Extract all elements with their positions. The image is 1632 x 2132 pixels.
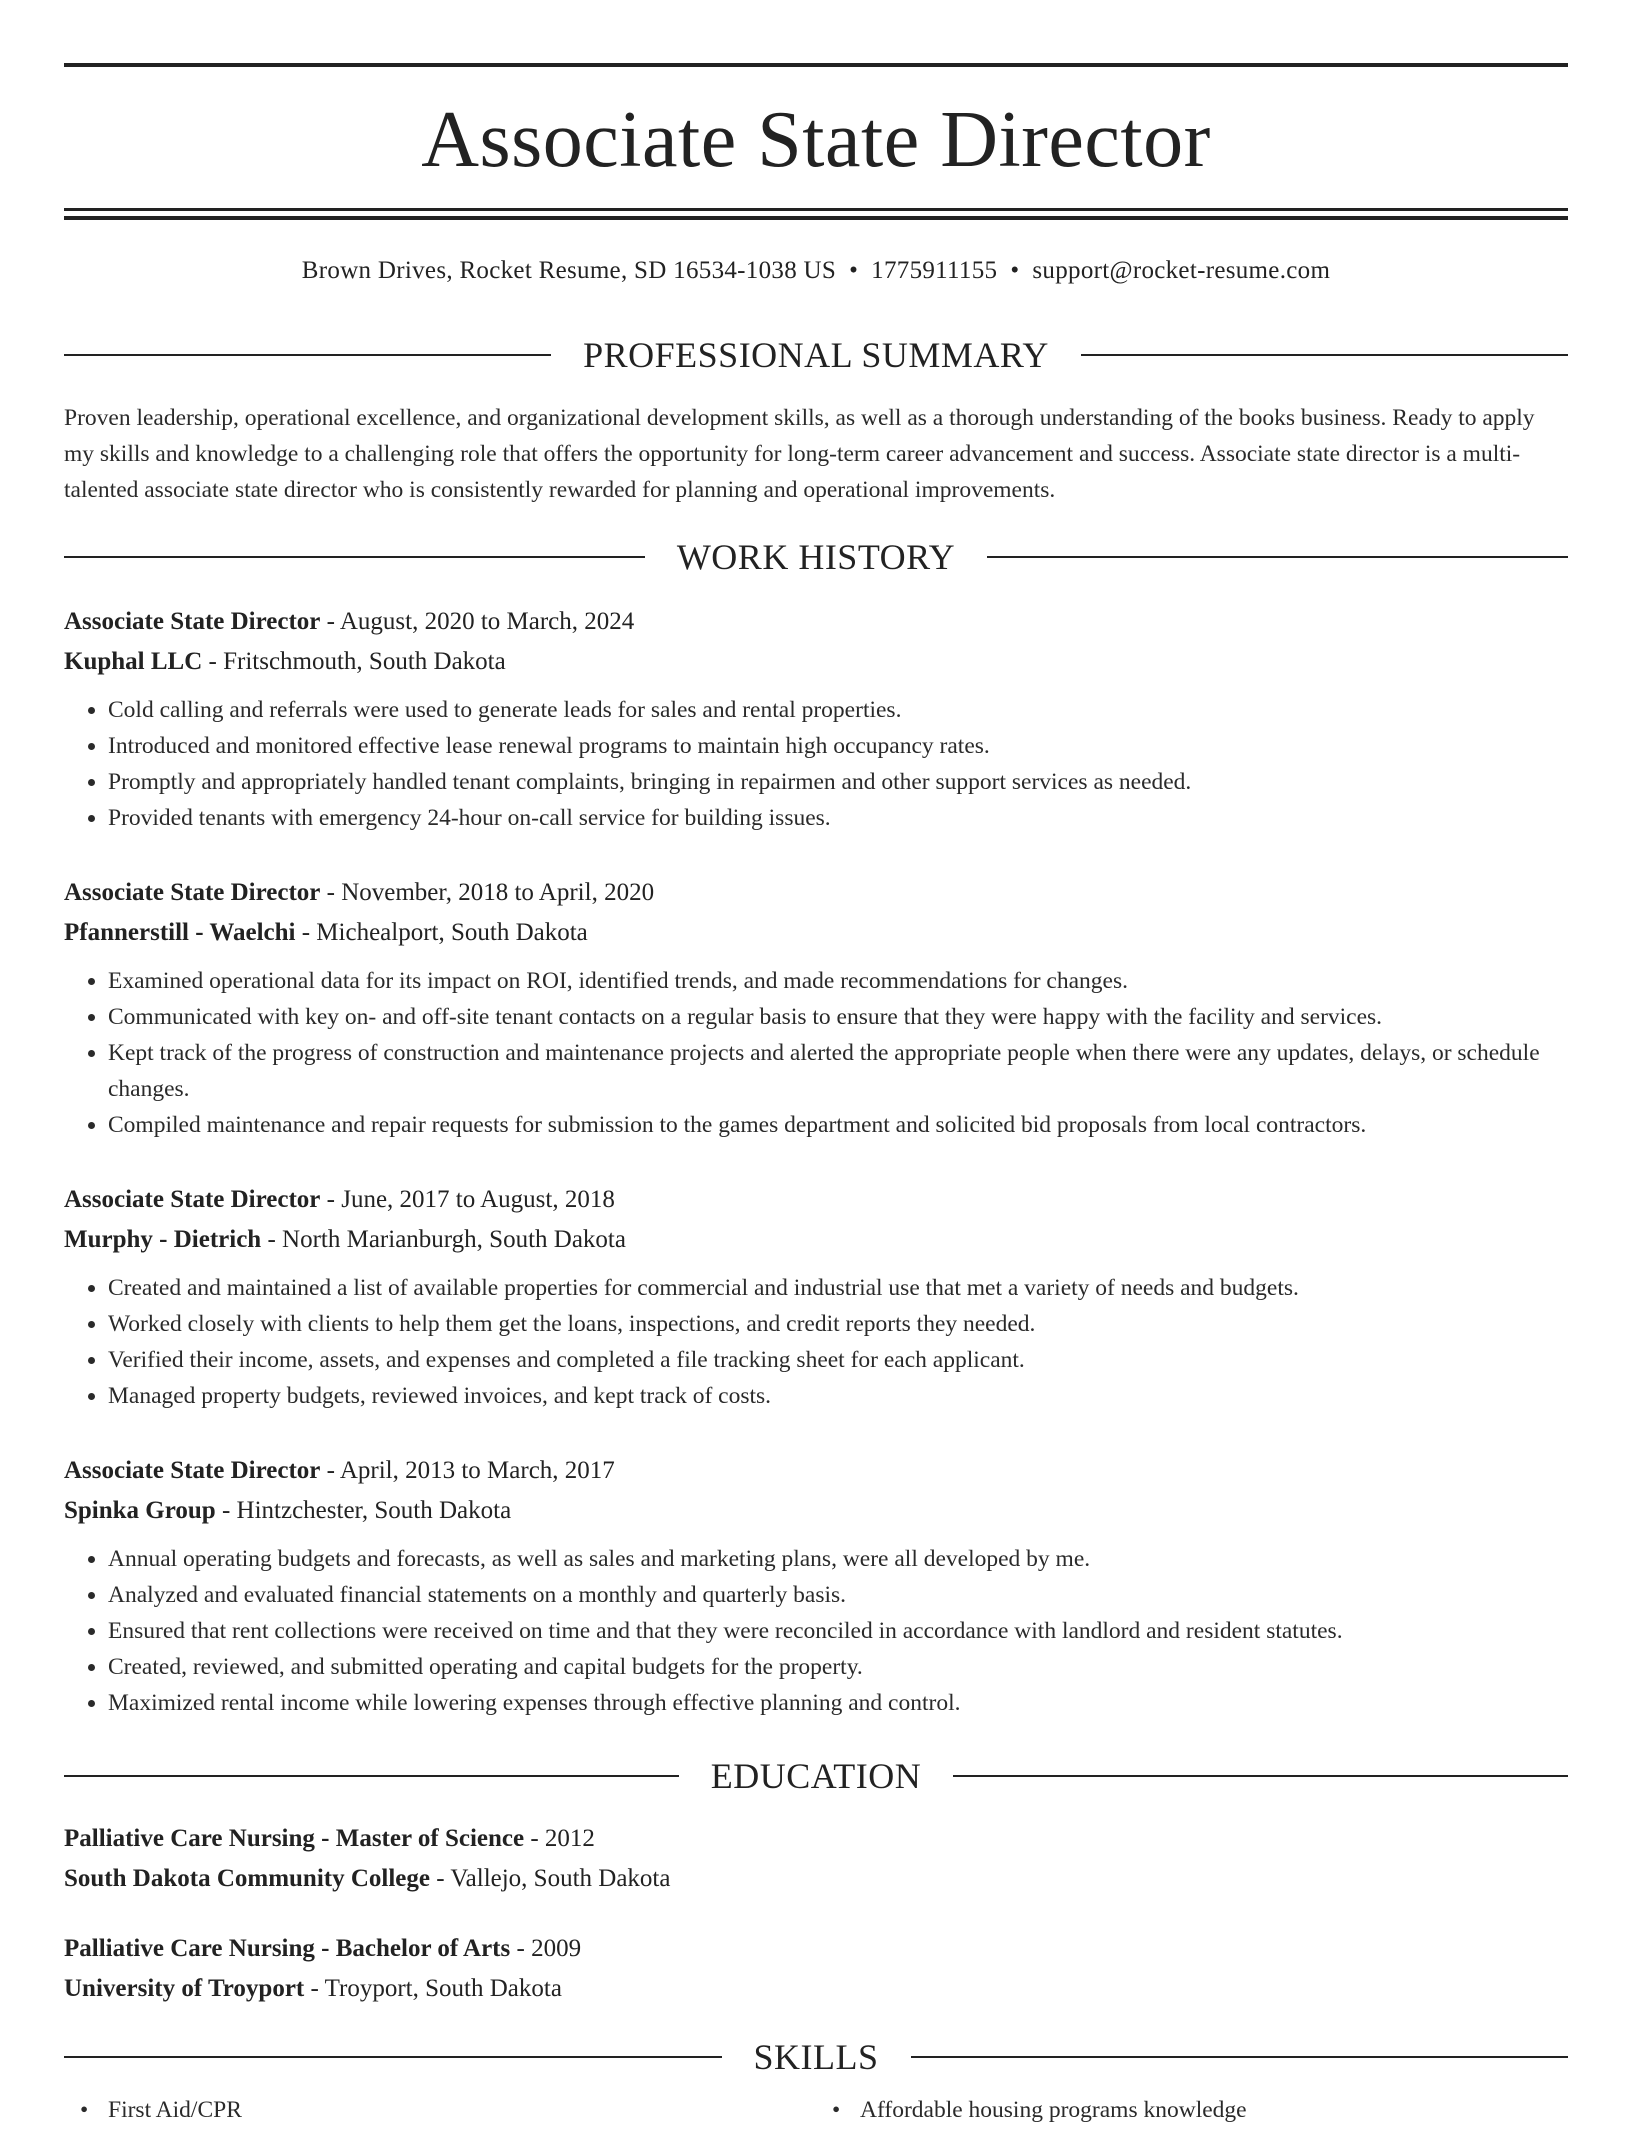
education-school-line xyxy=(64,1969,1568,2009)
section-heading-skills xyxy=(64,2035,1568,2079)
section-heading-label: PROFESSIONAL SUMMARY xyxy=(583,335,1049,375)
list-item: • Examined operational data for its impact on ROI, identified trends, and made recommendations for changes. xyxy=(108,963,1568,999)
job-company: Kuphal LLC xyxy=(64,648,203,675)
list-item: • Worked closely with clients to help them get the loans, inspections, and credit reports they needed. xyxy=(108,1306,1568,1342)
section-heading-summary xyxy=(64,333,1568,377)
contact-separator: • xyxy=(849,257,859,284)
job-company: Spinka Group xyxy=(64,1497,216,1524)
job-company-line xyxy=(64,913,1568,953)
job-dates: - November, 2018 to April, 2020 xyxy=(320,879,655,906)
header-bottom-rule-thick xyxy=(64,216,1568,220)
heading-rule-right xyxy=(953,1775,1568,1777)
job-company-line xyxy=(64,642,1568,682)
job-dates: - June, 2017 to August, 2018 xyxy=(320,1186,615,1213)
list-item: • Introduced and monitored effective lease renewal programs to maintain high occupancy rates. xyxy=(108,728,1568,764)
heading-rule-left xyxy=(64,2056,722,2058)
list-item: • Promptly and appropriately handled tenant complaints, bringing in repairmen and other support services as needed. xyxy=(108,764,1568,800)
list-item: • Created, reviewed, and submitted operating and capital budgets for the property. xyxy=(108,1649,1568,1685)
heading-rule-right xyxy=(1081,354,1568,356)
education-entry xyxy=(64,1929,1568,2009)
job-title-line xyxy=(64,602,1568,642)
job-title-line xyxy=(64,873,1568,913)
job-company: Murphy - Dietrich xyxy=(64,1226,262,1253)
education-degree: Palliative Care Nursing - Master of Science xyxy=(64,1825,525,1852)
section-heading-label: WORK HISTORY xyxy=(676,537,956,577)
education-location: - Vallejo, South Dakota xyxy=(430,1865,671,1892)
page-title: Associate State Director xyxy=(421,96,1211,184)
job-entry xyxy=(64,1451,1568,1721)
heading-rule-right xyxy=(987,556,1568,558)
list-item: • Verified their income, assets, and expenses and completed a file tracking sheet for each applicant. xyxy=(108,1342,1568,1378)
job-company-line xyxy=(64,1491,1568,1531)
education-school: South Dakota Community College xyxy=(64,1865,430,1892)
job-bullets xyxy=(64,1541,1568,1721)
section-heading-education xyxy=(64,1754,1568,1798)
list-item: • Maximized rental income while lowering expenses through effective planning and control. xyxy=(108,1685,1568,1721)
job-dates: - August, 2020 to March, 2024 xyxy=(320,608,635,635)
heading-rule-right xyxy=(911,2056,1569,2058)
education-year: - 2012 xyxy=(524,1825,595,1852)
skills-list xyxy=(64,2092,1568,2132)
job-location: - Hintzchester, South Dakota xyxy=(215,1497,512,1524)
job-title: Associate State Director xyxy=(64,608,321,635)
contact-phone: 1775911155 xyxy=(871,257,998,284)
education-degree: Palliative Care Nursing - Bachelor of Arts xyxy=(64,1935,511,1962)
job-title-line xyxy=(64,1451,1568,1491)
job-bullets xyxy=(64,692,1568,836)
education-year: - 2009 xyxy=(510,1935,582,1962)
section-heading-label: EDUCATION xyxy=(710,1756,922,1796)
job-bullets xyxy=(64,963,1568,1143)
job-dates: - April, 2013 to March, 2017 xyxy=(320,1457,615,1484)
header-bottom-rule xyxy=(64,208,1568,211)
contact-line xyxy=(64,255,1568,287)
skill-item: • Affordable housing programs knowledge xyxy=(816,2092,1568,2132)
job-company-line xyxy=(64,1220,1568,1260)
job-location: - North Marianburgh, South Dakota xyxy=(261,1226,626,1253)
job-location: - Michealport, South Dakota xyxy=(295,919,588,946)
job-location: - Fritschmouth, South Dakota xyxy=(202,648,506,675)
contact-address: Brown Drives, Rocket Resume, SD 16534-1038 US xyxy=(301,257,837,284)
header-top-rule xyxy=(64,63,1568,67)
list-item: • Kept track of the progress of construction and maintenance projects and alerted the appropriate people when there were any updates, delays, or schedule changes. xyxy=(108,1035,1568,1107)
job-bullets xyxy=(64,1270,1568,1414)
list-item: • Compiled maintenance and repair requests for submission to the games department and solicited bid proposals from local contractors. xyxy=(108,1107,1568,1143)
skill-item: • First Aid/CPR xyxy=(64,2092,816,2132)
section-heading-work-history xyxy=(64,535,1568,579)
job-company: Pfannerstill - Waelchi xyxy=(64,919,296,946)
list-item: • Cold calling and referrals were used to generate leads for sales and rental properties. xyxy=(108,692,1568,728)
education-location: - Troyport, South Dakota xyxy=(304,1975,562,2002)
list-item: • Created and maintained a list of available properties for commercial and industrial use that met a variety of needs and budgets. xyxy=(108,1270,1568,1306)
education-school: University of Troyport xyxy=(64,1975,305,2002)
job-title: Associate State Director xyxy=(64,1457,321,1484)
job-title: Associate State Director xyxy=(64,879,321,906)
summary-text: Proven leadership, operational excellence, and organizational development skills, as well as a thorough understanding of the books business. Ready to apply my skills and knowledge to a challenging role that offers the opportunity for long-term career advancement and success. Associate state director is a multi-talented associate state director who is consistently rewarded for planning and operational improvements. xyxy=(64,405,1535,503)
heading-rule-left xyxy=(64,354,551,356)
list-item: • Managed property budgets, reviewed invoices, and kept track of costs. xyxy=(108,1378,1568,1414)
list-item: • Annual operating budgets and forecasts, as well as sales and marketing plans, were all developed by me. xyxy=(108,1541,1568,1577)
job-entry xyxy=(64,873,1568,1143)
job-title-line xyxy=(64,1180,1568,1220)
contact-email: support@rocket-resume.com xyxy=(1032,257,1331,284)
list-item: • Communicated with key on- and off-site tenant contacts on a regular basis to ensure that they were happy with the facility and services. xyxy=(108,999,1568,1035)
job-entry xyxy=(64,602,1568,836)
job-title: Associate State Director xyxy=(64,1186,321,1213)
job-entry xyxy=(64,1180,1568,1414)
education-degree-line xyxy=(64,1819,1568,1859)
list-item: • Ensured that rent collections were received on time and that they were reconciled in accordance with landlord and resident statutes. xyxy=(108,1613,1568,1649)
education-entry xyxy=(64,1819,1568,1899)
education-degree-line xyxy=(64,1929,1568,1969)
section-heading-label: SKILLS xyxy=(753,2037,879,2077)
heading-rule-left xyxy=(64,1775,679,1777)
list-item: • Analyzed and evaluated financial statements on a monthly and quarterly basis. xyxy=(108,1577,1568,1613)
education-school-line xyxy=(64,1859,1568,1899)
contact-separator: • xyxy=(1010,257,1020,284)
list-item: • Provided tenants with emergency 24-hour on-call service for building issues. xyxy=(108,800,1568,836)
heading-rule-left xyxy=(64,556,645,558)
